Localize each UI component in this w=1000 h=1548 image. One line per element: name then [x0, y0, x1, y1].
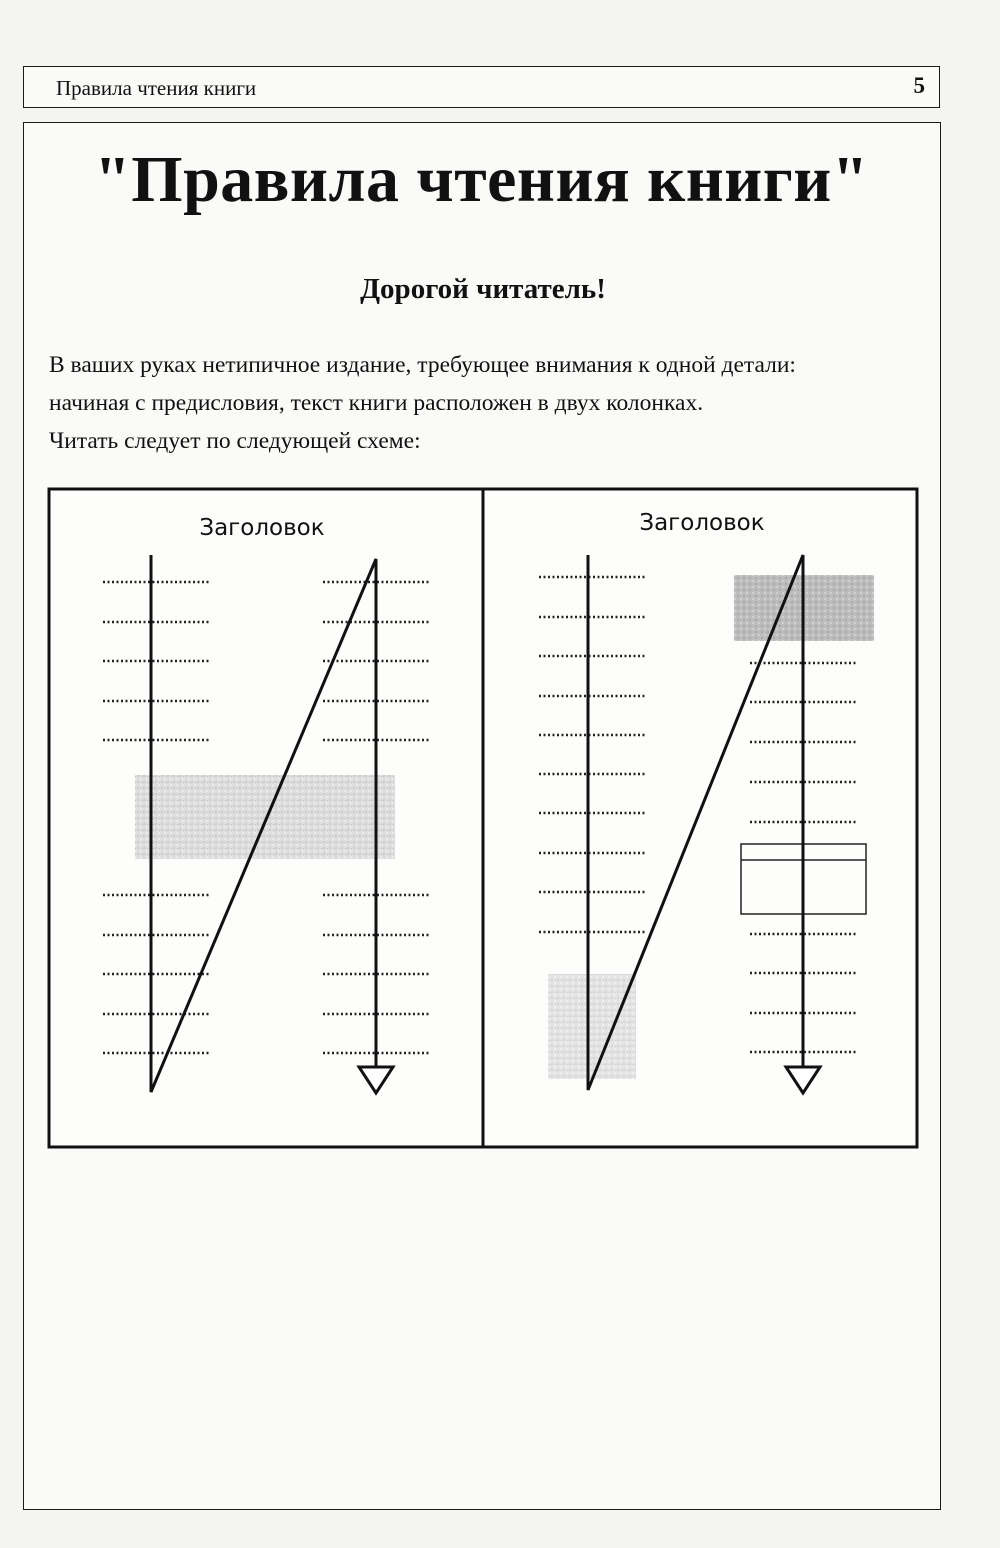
running-header-title: Правила чтения книги	[56, 76, 257, 100]
greeting-heading: Дорогой читатель!	[360, 273, 606, 305]
left-page-image-block	[135, 775, 395, 859]
page-title: "Правила чтения книги"	[94, 143, 869, 216]
left-page-heading: Заголовок	[199, 515, 325, 541]
right-page-heading: Заголовок	[639, 510, 765, 536]
running-header	[23, 66, 940, 108]
reading-scheme-diagram	[47, 487, 919, 1151]
intro-line-3: Читать следует по следующей схеме:	[49, 428, 421, 454]
intro-line-2: начиная с предисловия, текст книги расположен в двух колонках.	[49, 390, 704, 416]
page-number: 5	[913, 73, 925, 98]
right-page-image-block-bottom	[548, 974, 636, 1079]
intro-line-1: В ваших руках нетипичное издание, требующее внимания к одной детали:	[49, 352, 796, 378]
